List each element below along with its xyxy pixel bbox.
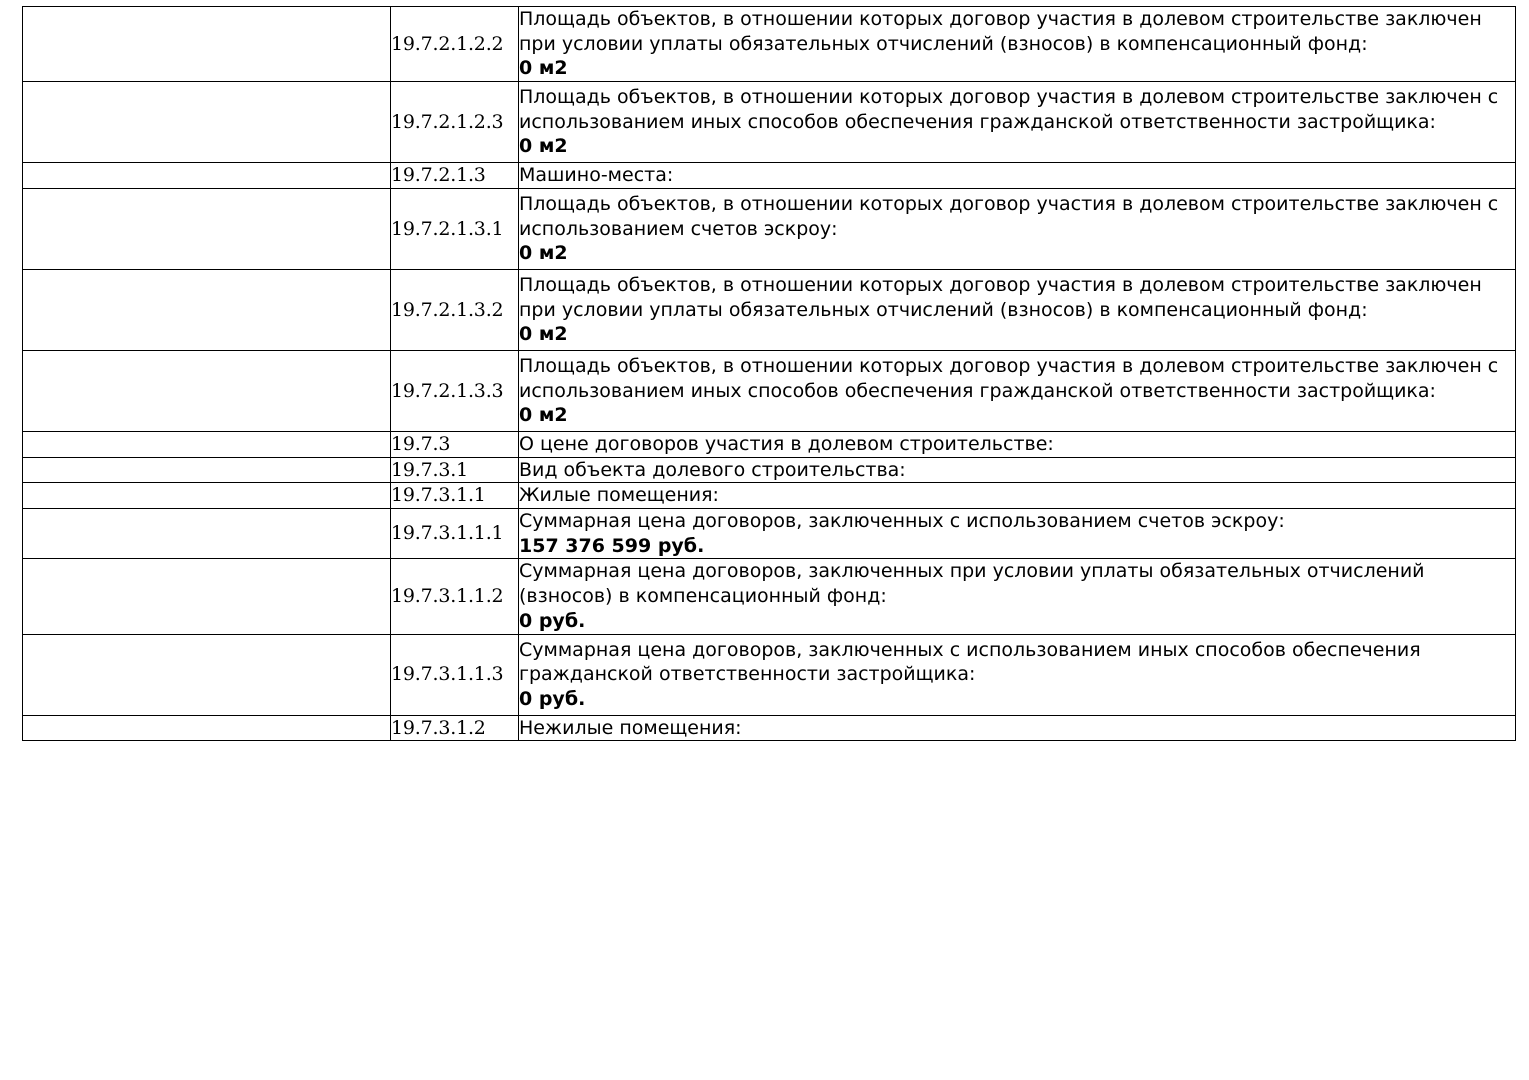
row-content [519,163,1516,189]
row-spacer-cell [23,7,391,82]
row-spacer-cell [23,715,391,741]
table-row [23,188,1516,269]
row-value: 0 м2 [519,323,568,346]
row-content [519,715,1516,741]
row-text: Площадь объектов, в отношении которых договор участия в долевом строительстве заключен с использованием иных способов обеспечения гражданской ответственности застройщика: [519,354,1499,402]
row-text: О цене договоров участия в долевом строительстве: [519,433,1054,455]
row-code: 19.7.2.1.2.3 [391,82,519,163]
row-text: Площадь объектов, в отношении которых договор участия в долевом строительстве заключен при условии уплаты обязательных отчислений (взносов) в компенсационный фонд: [519,273,1482,321]
row-spacer-cell [23,559,391,634]
row-code: 19.7.2.1.3.1 [391,188,519,269]
table-row [23,509,1516,559]
row-content [519,82,1516,163]
row-spacer-cell [23,432,391,458]
row-content [519,483,1516,509]
row-code: 19.7.2.1.3.2 [391,269,519,350]
row-value: 0 руб. [519,609,586,632]
row-value: 0 м2 [519,135,568,158]
row-text: Машино-места: [519,164,674,187]
row-spacer-cell [23,350,391,431]
table-row [23,559,1516,634]
row-content [519,559,1516,634]
table-row [23,82,1516,163]
row-content [519,269,1516,350]
row-text: Площадь объектов, в отношении которых договор участия в долевом строительстве заключен с использованием иных способов обеспечения гражданской ответственности застройщика: [519,86,1499,133]
row-text: Площадь объектов, в отношении которых договор участия в долевом строительстве заключен при условии уплаты обязательных отчислений (взносов) в компенсационный фонд: [519,8,1482,55]
row-text: Суммарная цена договоров, заключенных с использованием счетов эскроу: [519,510,1285,533]
row-text: Суммарная цена договоров, заключенных с использованием иных способов обеспечения гражданской ответственности застройщика: [519,638,1421,686]
row-text: Жилые помещения: [519,484,719,507]
row-content [519,634,1516,715]
row-value: 0 м2 [519,57,568,80]
row-spacer-cell [23,509,391,559]
row-content [519,7,1516,82]
row-content [519,188,1516,269]
row-code: 19.7.3.1.1.1 [391,509,519,559]
row-content [519,509,1516,559]
table-row [23,163,1516,189]
row-code: 19.7.2.1.2.2 [391,7,519,82]
declaration-table [22,6,1516,741]
row-code: 19.7.3.1 [391,457,519,483]
row-text: Суммарная цена договоров, заключенных при условии уплаты обязательных отчислений (взносов) в компенсационный фонд: [519,560,1425,608]
row-text: Нежилые помещения: [519,716,742,739]
row-code: 19.7.3.1.2 [391,715,519,741]
row-text: Вид объекта долевого строительства: [519,458,906,481]
row-spacer-cell [23,82,391,163]
row-content [519,350,1516,431]
table-row [23,457,1516,483]
row-code: 19.7.2.1.3 [391,163,519,189]
row-spacer-cell [23,163,391,189]
table-row [23,432,1516,458]
row-code: 19.7.3.1.1 [391,483,519,509]
row-code: 19.7.3 [391,432,519,458]
row-text: Площадь объектов, в отношении которых договор участия в долевом строительстве заключен с использованием счетов эскроу: [519,192,1499,240]
row-content [519,457,1516,483]
row-value: 0 руб. [519,687,586,710]
table-row [23,483,1516,509]
row-spacer-cell [23,483,391,509]
row-spacer-cell [23,269,391,350]
row-value: 0 м2 [519,242,568,265]
table-row [23,269,1516,350]
row-spacer-cell [23,188,391,269]
table-row [23,7,1516,82]
table-row [23,634,1516,715]
table-row [23,350,1516,431]
table-body [23,7,1516,741]
row-value: 0 м2 [519,404,568,427]
row-code: 19.7.2.1.3.3 [391,350,519,431]
row-value: 157 376 599 руб. [519,534,705,557]
row-content [519,432,1516,458]
row-spacer-cell [23,457,391,483]
row-code: 19.7.3.1.1.2 [391,559,519,634]
row-code: 19.7.3.1.1.3 [391,634,519,715]
row-spacer-cell [23,634,391,715]
table-row [23,715,1516,741]
